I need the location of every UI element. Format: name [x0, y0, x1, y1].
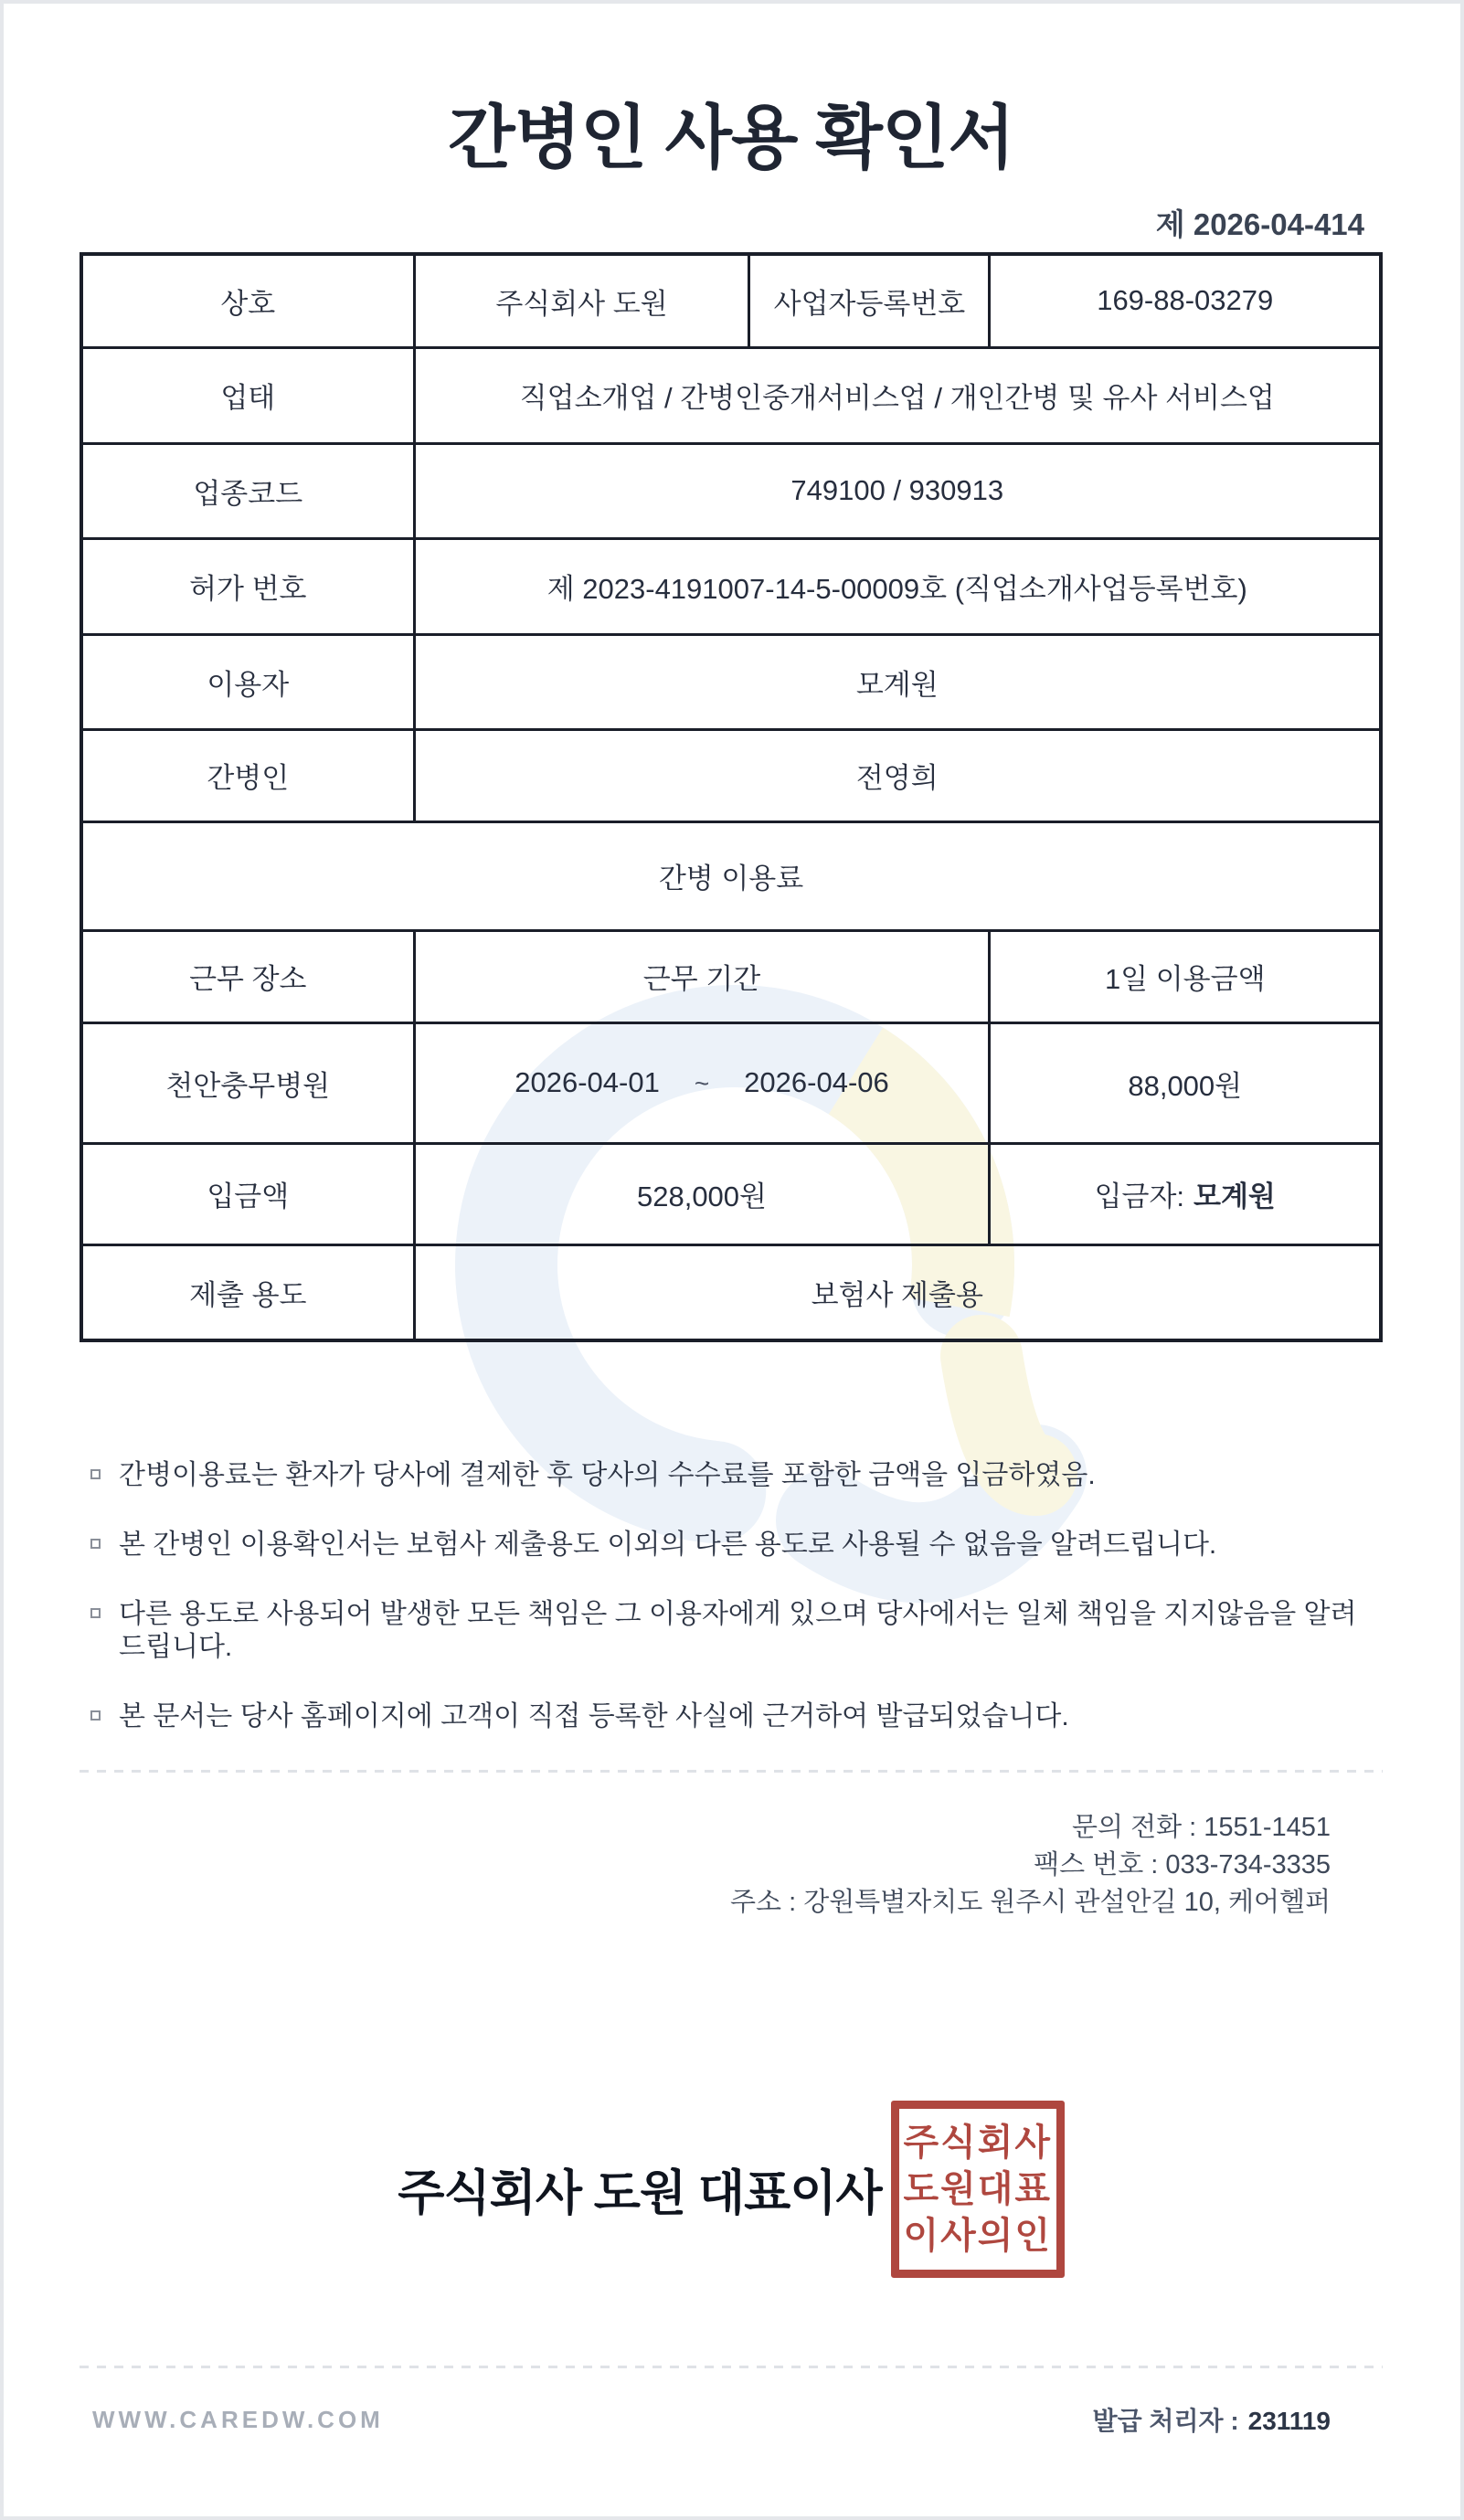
caregiver-label: 간병인: [81, 729, 414, 821]
row-industry-code: [81, 443, 1381, 538]
corporate-seal-stamp: [891, 2101, 1065, 2278]
business-type-value: 직업소개업 / 간병인중개서비스업 / 개인간병 및 유사 서비스업: [414, 347, 1381, 443]
industry-code-label: 업종코드: [81, 443, 414, 538]
note-item: [90, 1529, 1383, 1562]
notes-list: [80, 1459, 1383, 1733]
permit-number-value: 제 2023-4191007-14-5-00009호 (직업소개사업등록번호): [414, 538, 1381, 634]
note-text: 본 간병인 이용확인서는 보험사 제출용도 이외의 다른 용도로 사용될 수 없음을 알려드립니다.: [119, 1530, 1217, 1560]
fee-section-title: 간병 이용료: [81, 821, 1381, 930]
industry-code-value: 749100 / 930913: [414, 443, 1381, 538]
row-deposit: [81, 1143, 1381, 1244]
purpose-label: 제출 용도: [81, 1244, 414, 1340]
note-item: [90, 1459, 1383, 1492]
signature-block: [80, 2101, 1383, 2278]
fee-period-value: [414, 1022, 990, 1143]
note-text: 다른 용도로 사용되어 발생한 모든 책임은 그 이용자에게 있으며 당사에서는 일체 책임을 지지않음을 알려드립니다.: [119, 1599, 1357, 1662]
stamp-line: 도원대표: [903, 2168, 1052, 2209]
fee-header-daily-amount: 1일 이용금액: [990, 930, 1381, 1022]
note-text: 본 문서는 당사 홈페이지에 고객이 직접 등록한 사실에 근거하여 발급되었습니다.: [119, 1701, 1069, 1731]
website-url: WWW.CAREDW.COM: [92, 2405, 384, 2433]
row-caregiver: [81, 729, 1381, 821]
contact-address: 주소 : 강원특별자치도 원주시 관설안길 10, 케어헬퍼: [730, 1888, 1331, 1917]
note-bullet-icon: [90, 1608, 101, 1618]
deposit-amount: 528,000원: [414, 1143, 990, 1244]
fee-period-separator: ~: [694, 1069, 710, 1097]
note-item: [90, 1700, 1383, 1733]
note-text: 간병이용료는 환자가 당사에 결제한 후 당사의 수수료를 포함한 금액을 입금하였음.: [119, 1460, 1096, 1490]
fee-place-value: 천안충무병원: [81, 1022, 414, 1143]
row-purpose: [81, 1244, 1381, 1340]
document-number: 제 2026-04-414: [1155, 207, 1364, 241]
depositor-cell: [990, 1143, 1381, 1244]
contact-fax: 팩스 번호 : 033-734-3335: [1034, 1850, 1331, 1879]
row-fee-header: [81, 930, 1381, 1022]
company-value: 주식회사 도원: [414, 254, 749, 347]
issuer-label: 발급 처리자 :: [1092, 2407, 1239, 2435]
dashed-divider: [80, 1770, 1383, 1773]
purpose-value: 보험사 제출용: [414, 1244, 1381, 1340]
contact-block: [80, 1813, 1383, 1918]
row-company: [81, 254, 1381, 347]
business-reg-no-value: 169-88-03279: [990, 254, 1381, 347]
row-user: [81, 634, 1381, 729]
caregiver-value: 전영희: [414, 729, 1381, 821]
note-bullet-icon: [90, 1710, 101, 1721]
business-type-label: 업태: [81, 347, 414, 443]
fee-daily-amount-value: 88,000원: [990, 1022, 1381, 1143]
footer-bar: [80, 2401, 1383, 2438]
note-bullet-icon: [90, 1539, 101, 1549]
row-fee-data: [81, 1022, 1381, 1143]
permit-number-label: 허가 번호: [81, 538, 414, 634]
dashed-divider: [80, 2366, 1383, 2368]
confirmation-table: [80, 252, 1383, 1342]
page-title: 간병인 사용 확인서: [448, 100, 1014, 177]
user-label: 이용자: [81, 634, 414, 729]
fee-period-start: 2026-04-01: [515, 1066, 660, 1098]
depositor-label: 입금자:: [1094, 1181, 1185, 1212]
user-value: 모계원: [414, 634, 1381, 729]
row-fee-section: [81, 821, 1381, 930]
note-item: [90, 1598, 1383, 1664]
stamp-line: 주식회사: [903, 2122, 1052, 2163]
company-label: 상호: [81, 254, 414, 347]
issuer-info: [1093, 2401, 1383, 2438]
business-reg-no-label: 사업자등록번호: [749, 254, 990, 347]
row-business-type: [81, 347, 1381, 443]
deposit-label: 입금액: [81, 1143, 414, 1244]
fee-header-period: 근무 기간: [414, 930, 990, 1022]
row-permit-number: [81, 538, 1381, 634]
issuer-value: 231119: [1247, 2407, 1331, 2435]
depositor-name: 모계원: [1193, 1181, 1276, 1212]
contact-phone: 문의 전화 : 1551-1451: [1072, 1813, 1331, 1842]
company-ceo-line: 주식회사 도원 대표이사: [398, 2166, 882, 2220]
document-content: [4, 4, 1460, 2438]
note-bullet-icon: [90, 1469, 101, 1479]
fee-period-end: 2026-04-06: [744, 1066, 889, 1098]
stamp-line: 이사의인: [903, 2215, 1052, 2256]
fee-header-place: 근무 장소: [81, 930, 414, 1022]
